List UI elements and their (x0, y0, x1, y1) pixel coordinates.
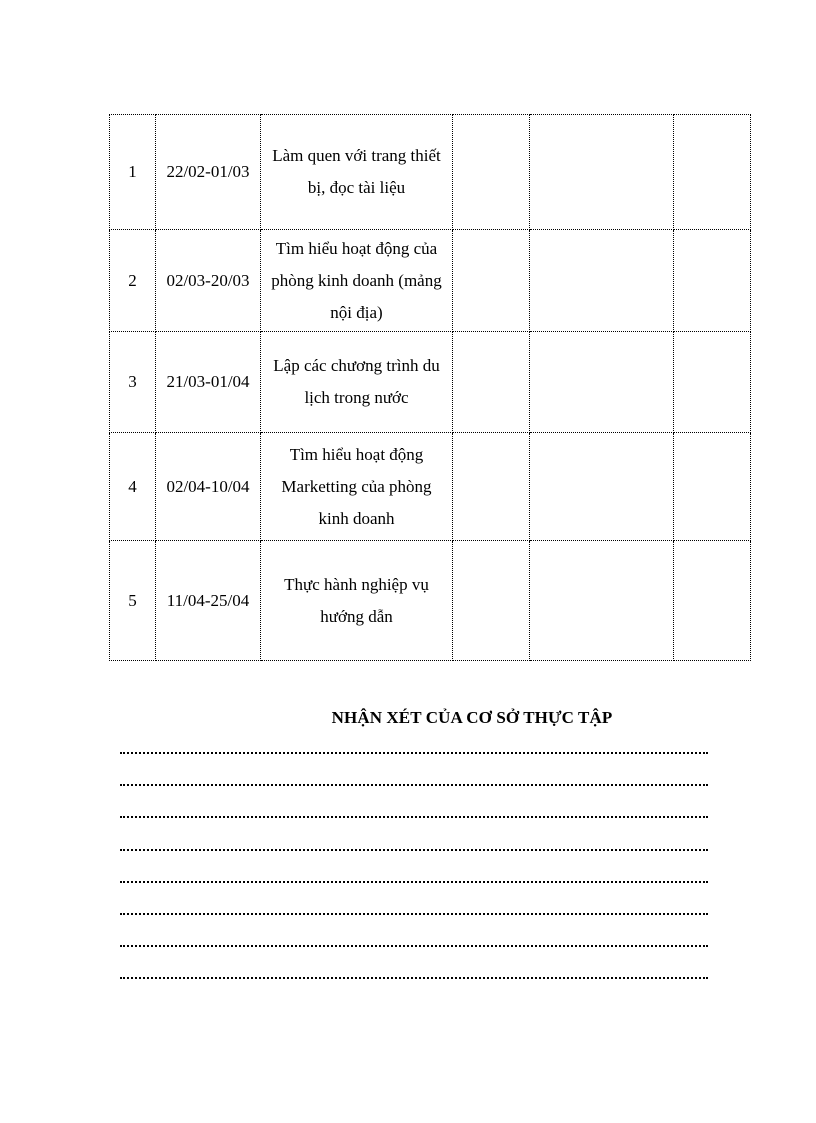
row-period: 21/03-01/04 (156, 332, 261, 433)
comment-line (120, 881, 708, 883)
comment-line (120, 913, 708, 915)
comment-line (120, 784, 708, 786)
row-period: 11/04-25/04 (156, 541, 261, 661)
comment-line (120, 945, 708, 947)
row-task: Tìm hiểu hoạt động Marketting của phòng kinh doanh (261, 433, 453, 541)
comment-line (120, 849, 708, 851)
comments-title: NHẬN XÉT CỦA CƠ SỞ THỰC TẬP (331, 708, 613, 727)
row-period: 02/04-10/04 (156, 433, 261, 541)
row-task: Tìm hiểu hoạt động của phòng kinh doanh (mảng nội địa) (261, 230, 453, 332)
row-cell-empty (530, 230, 674, 332)
row-number: 2 (110, 230, 156, 332)
row-cell-empty (674, 433, 751, 541)
row-period: 02/03-20/03 (156, 230, 261, 332)
row-cell-empty (453, 115, 530, 230)
row-cell-empty (530, 332, 674, 433)
row-cell-empty (530, 115, 674, 230)
row-cell-empty (530, 433, 674, 541)
row-cell-empty (453, 230, 530, 332)
row-number: 3 (110, 332, 156, 433)
row-cell-empty (674, 115, 751, 230)
row-number: 1 (110, 115, 156, 230)
row-cell-empty (453, 332, 530, 433)
row-cell-empty (674, 230, 751, 332)
schedule-table (109, 114, 751, 661)
row-task: Lập các chương trình du lịch trong nước (261, 332, 453, 433)
row-number: 4 (110, 433, 156, 541)
row-cell-empty (674, 332, 751, 433)
row-period: 22/02-01/03 (156, 115, 261, 230)
comment-line (120, 816, 708, 818)
row-cell-empty (530, 541, 674, 661)
row-cell-empty (453, 433, 530, 541)
row-number: 5 (110, 541, 156, 661)
comment-line (120, 752, 708, 754)
table-row (110, 541, 751, 661)
table-row (110, 115, 751, 230)
table-row (110, 433, 751, 541)
table-row (110, 332, 751, 433)
comment-line (120, 977, 708, 979)
row-task: Thực hành nghiệp vụ hướng dẫn (261, 541, 453, 661)
row-cell-empty (453, 541, 530, 661)
row-task: Làm quen với trang thiết bị, đọc tài liệu (261, 115, 453, 230)
table-row (110, 230, 751, 332)
row-cell-empty (674, 541, 751, 661)
